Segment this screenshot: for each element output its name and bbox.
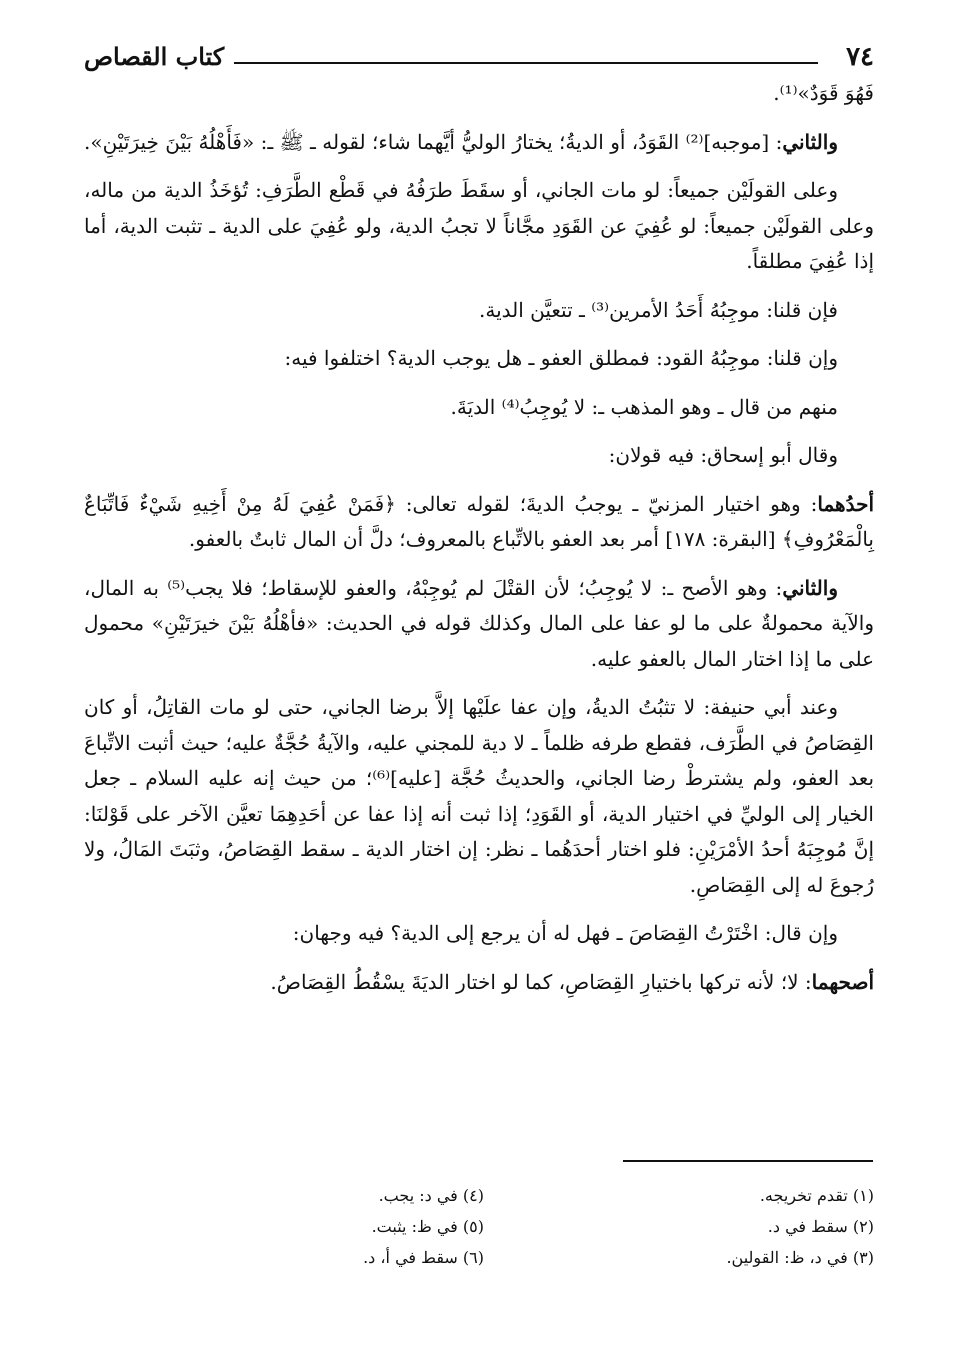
paragraph: وإن قلنا: موجِبُهُ القود: فمطلق العفو ـ هل يوجب الدية؟ اختلفوا فيه:	[284, 346, 838, 370]
footnote: (١) تقدم تخريجه.	[759, 1186, 874, 1205]
footnote-column-left	[104, 1180, 484, 1273]
page-body	[84, 76, 874, 1013]
paragraph-lead: أحدُهما	[817, 491, 874, 516]
paragraph: وقال أبو إسحاق: فيه قولان:	[608, 443, 838, 467]
footnote: (٢) سقط في د.	[767, 1217, 874, 1236]
paragraph	[84, 487, 874, 558]
footnote-rule	[623, 1160, 873, 1162]
paragraph	[84, 125, 874, 161]
footnote: (٤) في د: يجب.	[378, 1186, 484, 1205]
paragraph: فَهُوَ قَوَدٌ»⁽¹⁾.	[773, 81, 874, 105]
footnotes	[84, 1180, 874, 1280]
paragraph-text: : وهو اختيار المزنيّ ـ يوجبُ الديةَ؛ لقوله تعالى: ﴿فَمَنْ عُفِيَ لَهُ مِنْ أَخِيهِ شَيْءٌ فَاتِّبَاعٌ بِالْمَعْرُوفِ﴾ [البقرة: ١٧٨] أمر بعد العفو بالاتِّباع بالمعروف؛ دلَّ أن المال ثابتٌ بالعفو.	[84, 491, 874, 551]
page-number: ٧٤	[846, 42, 874, 72]
footnote: (٣) في د، ظ: القولين.	[726, 1248, 874, 1267]
paragraph: فإن قلنا: موجِبُهُ أَحَدُ الأمرين⁽³⁾ ـ تتعيَّن الدية.	[478, 297, 838, 322]
paragraph-lead: أصحهما	[811, 969, 874, 994]
paragraph: منهم من قال ـ وهو المذهب ـ: لا يُوجِبُ⁽⁴⁾ الديَةَ.	[450, 394, 838, 419]
footnote: (٥) في ظ: يثبت.	[371, 1217, 484, 1236]
paragraph-text: : وهو الأصح ـ: لا يُوجِبُ؛ لأن القتْلَ لم يُوجِبْهُ، والعفو للإسقاط؛ فلا يجب⁽⁵⁾ به المال، والآية محمولةٌ على ما لو عفا على المال وكذلك قوله في الحديث: «فأهْلُهُ بَيْنَ خيرَتَيْنِ» محمول على ما إذا اختار المال بالعفو عليه.	[84, 575, 874, 671]
chapter-title: كتاب القصاص	[84, 42, 225, 71]
footnote: (٦) سقط في أ، د.	[363, 1248, 484, 1267]
paragraph: وعند أبي حنيفة: لا تثبُتُ الديةُ، وإن عفا علَيْها إلاَّ برضا الجاني، حتى لو مات القاتِلُ، أو كان القِصَاصُ في الطَّرَف، فقطع طرفه ظلماً ـ لا دية للمجني عليه، والآيةُ حُجَّةٌ عليه؛ حيث أثبت الاتِّباعَ بعد العفو، ولم يشترطْ رضا الجاني، والحديثُ حُجَّة [عليه]⁽⁶⁾؛ من حيث إنه عليه السلام ـ جعل الخيار إلى الوليِّ في اختيار الدية، أو القَوَدِ؛ إذا ثبت أنه إذا عفا عن أحَدِهِمَا تعيَّن الآخر على قَوْلنَا: إنَّ مُوجِبَهُ أحدُ الأمْرَيْنِ: فلو اختار أحدَهُما ـ نظر: إن اختار الدية ـ سقط القِصَاصُ، وثبَتَ المَالُ، ولا رُجوعَ له إلى القِصَاصِ.	[84, 695, 875, 897]
paragraph: وعلى القولَيْن جميعاً: لو مات الجاني، أو سقَطَ طرَفُهُ في قَطْع الطَّرَفِ: تُؤخَذُ الدية من ماله، وعلى القولَيْن جميعاً: لو عُفِيَ عن القَوَدِ مجَّاناً لا تجبُ الدية، ولو عُفِيَ على الدية ـ تثبت الدية، أما إذا عُفِيَ مطلقاً.	[84, 178, 874, 273]
paragraph-text: : لا؛ لأنه تركها باختيارِ القِصَاصِ، كما لو اختار الديَةَ يسْقُطُ القِصَاصُ.	[270, 969, 812, 994]
paragraph-text: : [موجبه]⁽²⁾ القَوَدُ، أو الديةُ؛ يختارُ الوليُّ أيَّهما شاء؛ لقوله ـ ﷺ ـ: «فَأَهْلُهُ بَيْنَ خِيرَتَيْنِ».	[84, 129, 783, 154]
paragraph-lead: والثاني	[782, 129, 838, 154]
page-header	[84, 42, 874, 78]
footnote-column-right	[494, 1180, 874, 1273]
paragraph	[84, 571, 874, 678]
header-rule	[234, 62, 818, 64]
paragraph-lead: والثاني	[782, 575, 838, 600]
paragraph	[84, 965, 874, 1001]
paragraph: وإن قال: اخْتَرْتُ القِصَاصَ ـ فهل له أن يرجع إلى الدية؟ فيه وجهان:	[292, 921, 838, 945]
